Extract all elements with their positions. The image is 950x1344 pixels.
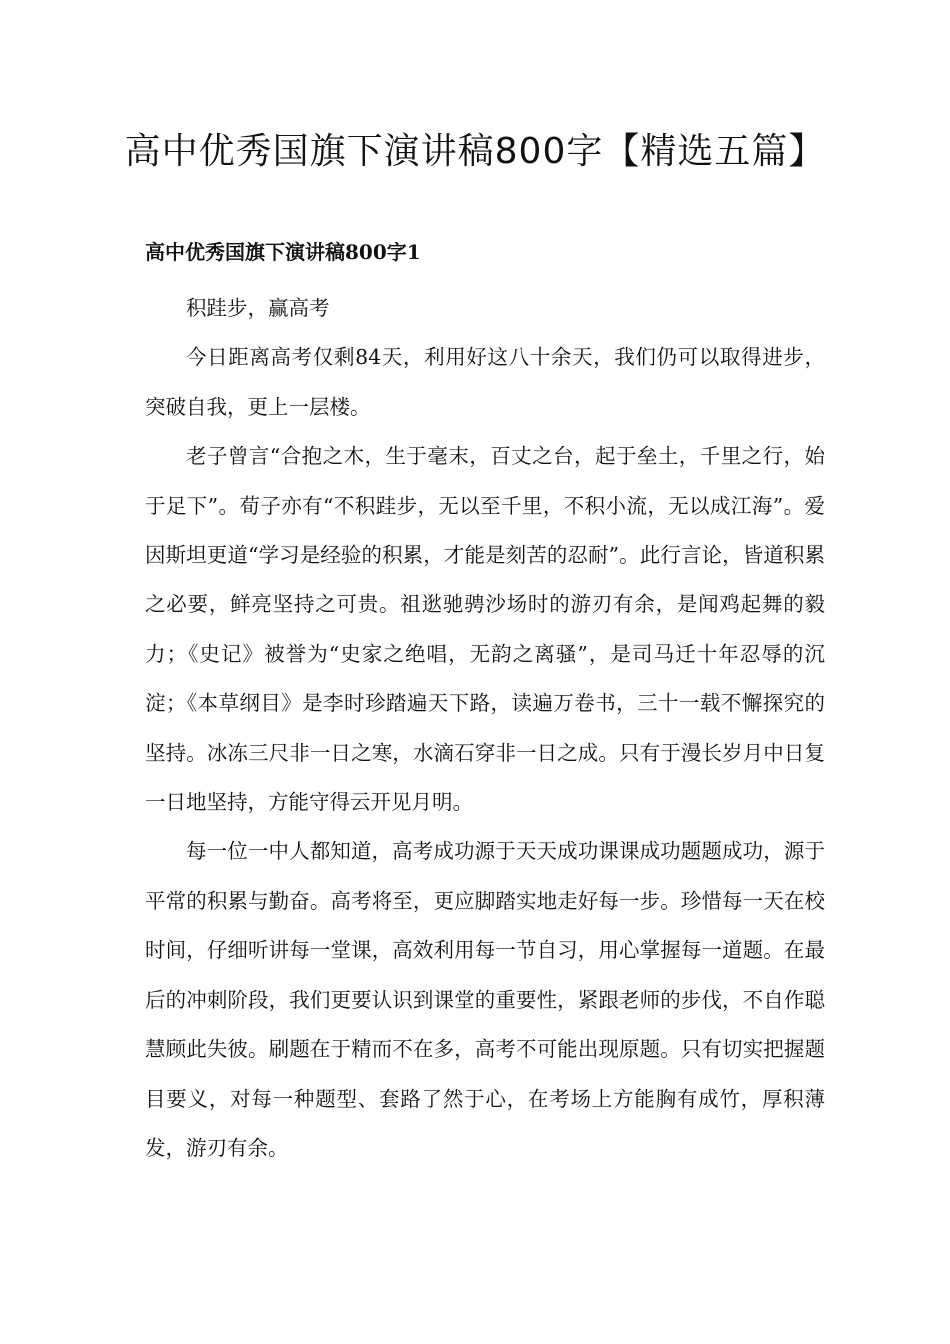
paragraph: 老子曾言“合抱之木，生于毫末，百丈之台，起于垒土，千里之行，始于足下”。荀子亦有“不积跬步，无以至千里，不积小流，无以成江海”。爱因斯坦更道“学习是经验的积累，才能是刻苦的忍耐”。此行言论，皆道积累之必要，鲜亮坚持之可贵。祖逖驰骋沙场时的游刃有余，是闻鸡起舞的毅力；《史记》被誉为“史家之绝唱，无韵之离骚”，是司马迁十年忍辱的沉淀；《本草纲目》是李时珍踏遍天下路，读遍万卷书，三十一载不懈探究的坚持。冰冻三尺非一日之寒，水滴石穿非一日之成。只有于漫长岁月中日复一日地坚持，方能守得云开见月明。 <box>145 444 825 815</box>
document-body <box>145 284 825 1173</box>
section-heading: 高中优秀国旗下演讲稿800字1 <box>145 240 421 264</box>
paragraph: 每一位一中人都知道，高考成功源于天天成功课课成功题题成功，源于平常的积累与勤奋。高考将至，更应脚踏实地走好每一步。珍惜每一天在校时间，仔细听讲每一堂课，高效利用每一节自习，用心掌握每一道题。在最后的冲刺阶段，我们更要认识到课堂的重要性，紧跟老师的步伐，不自作聪慧顾此失彼。刷题在于精而不在多，高考不可能出现原题。只有切实把握题目要义，对每一种题型、套路了然于心，在考场上方能胸有成竹，厚积薄发，游刃有余。 <box>145 839 825 1160</box>
paragraph-subtitle: 积跬步，赢高考 <box>186 296 330 320</box>
paragraph: 今日距离高考仅剩84天，利用好这八十余天，我们仍可以取得进步，突破自我，更上一层楼。 <box>145 345 825 419</box>
document-title: 高中优秀国旗下演讲稿800字【精选五篇】 <box>124 131 826 172</box>
